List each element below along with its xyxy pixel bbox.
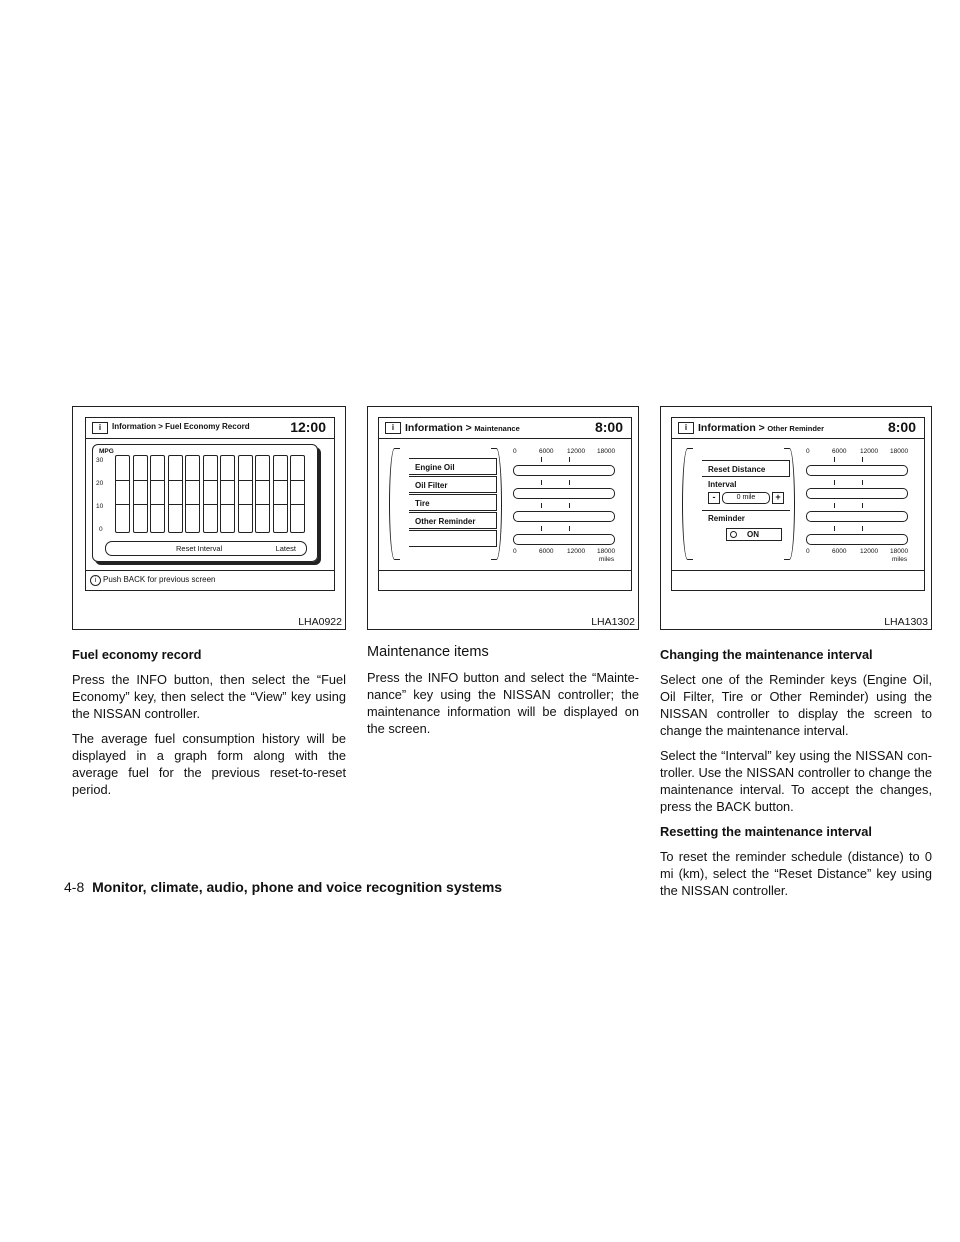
reset-bar[interactable]: [105, 541, 307, 556]
section-heading: Maintenance items: [367, 644, 489, 660]
unit-label: MPG: [99, 448, 114, 455]
section-heading: Fuel economy record: [72, 647, 202, 662]
bar-tick: [862, 457, 863, 462]
bar-tick: [569, 526, 570, 531]
bottom-bar: [379, 570, 631, 571]
interval-value: 0 mile: [722, 492, 770, 504]
history-bar: [290, 455, 305, 533]
bar-tick: [834, 457, 835, 462]
clock: 8:00: [887, 419, 916, 435]
on-label: ON: [747, 530, 759, 539]
y-tick: 10: [96, 503, 104, 510]
paragraph: Press the INFO button, then select the “Fuel Economy” key, then select the “View” key using the NISSAN controller.: [72, 672, 346, 721]
bar-tick: [862, 480, 863, 485]
scroll-arc-left[interactable]: [682, 448, 693, 560]
bar-tick: [569, 457, 570, 462]
y-tick: 20: [96, 480, 104, 487]
tire-bar: [513, 511, 615, 522]
history-bar: [255, 455, 270, 533]
back-hint: Push BACK for previous screen: [103, 575, 216, 584]
bar-tick: [834, 503, 835, 508]
page-footer: [64, 879, 502, 895]
history-bar: [220, 455, 235, 533]
menu-tire[interactable]: Tire: [409, 494, 497, 511]
bar-tick: [541, 503, 542, 508]
column-fuel-economy: [72, 646, 346, 806]
reminder-bar: [806, 511, 908, 522]
info-circle-icon: i: [90, 575, 101, 586]
figure-fuel-economy: [72, 406, 346, 630]
bar-tick: [862, 503, 863, 508]
info-icon: i: [92, 422, 108, 434]
maintenance-screen: i Information > Maintenance 8:00 Engine Oil Oil Filter Tire Other Reminder 0 6000 12000 18000 0 6000 12000 18000 miles: [378, 417, 632, 591]
menu-oil-filter[interactable]: Oil Filter: [409, 476, 497, 493]
clock: 8:00: [594, 419, 623, 435]
bar-tick: [541, 457, 542, 462]
fuel-economy-screen: [85, 417, 335, 591]
interval-stepper[interactable]: [708, 492, 784, 504]
reset-distance-button[interactable]: Reset Distance: [702, 460, 790, 477]
chapter-title: Monitor, climate, audio, phone and voice recognition systems: [92, 879, 503, 895]
divider: [702, 510, 790, 511]
breadcrumb: Information > Other Reminder: [698, 422, 824, 434]
column-interval: [660, 646, 932, 907]
history-bar: [168, 455, 183, 533]
reminder-bar: [806, 534, 908, 545]
latest-label: Latest: [275, 544, 296, 553]
engine-oil-bar: [513, 465, 615, 476]
bar-tick: [569, 480, 570, 485]
reminder-label: Reminder: [708, 514, 745, 523]
oil-filter-bar: [513, 488, 615, 499]
breadcrumb: Information > Maintenance: [405, 422, 520, 434]
paragraph: Select the “Interval” key using the NISSAN con-troller. Use the NISSAN controller to change the maintenance interval. To accept the changes, press the BACK button.: [660, 748, 932, 814]
breadcrumb: Information > Fuel Economy Record: [112, 422, 250, 431]
reminder-bar: [806, 488, 908, 499]
history-bar: [238, 455, 253, 533]
screen-header: [379, 418, 631, 439]
info-icon: i: [678, 422, 694, 434]
other-reminder-screen: i Information > Other Reminder 8:00 Reset Distance Interval - 0 mile + Reminder ON 0 6000 12000 18000 0 6000 12000 18000 miles: [671, 417, 925, 591]
paragraph: Select one of the Reminder keys (Engine Oil, Oil Filter, Tire or Other Reminder) using the NISSAN controller to display the screen to change the maintenance interval.: [660, 672, 932, 738]
bar-tick: [541, 526, 542, 531]
menu-engine-oil[interactable]: Engine Oil: [409, 458, 497, 475]
figure-caption: LHA1303: [884, 616, 928, 628]
figure-caption: LHA0922: [298, 616, 342, 628]
clock: 12:00: [290, 419, 326, 435]
page-number: 4-8: [64, 879, 85, 895]
menu-empty: [409, 530, 497, 547]
y-tick: 0: [99, 526, 103, 533]
paragraph: The average fuel consumption history will be displayed in a graph form along with the average fuel for the previous reset-to-reset period.: [72, 731, 346, 797]
figure-caption: LHA1302: [591, 616, 635, 628]
graph-area: [92, 444, 318, 562]
reminder-bar: [806, 465, 908, 476]
radio-indicator-icon: [730, 531, 737, 538]
column-maintenance: [367, 642, 639, 745]
info-icon: i: [385, 422, 401, 434]
history-bar: [273, 455, 288, 533]
bar-tick: [862, 526, 863, 531]
menu-other-reminder[interactable]: Other Reminder: [409, 512, 497, 529]
scroll-arc-left[interactable]: [389, 448, 400, 560]
history-bar: [115, 455, 130, 533]
other-reminder-bar: [513, 534, 615, 545]
paragraph: To reset the reminder schedule (distance) to 0 mi (km), select the “Reset Distance” key using the NISSAN controller.: [660, 849, 932, 898]
interval-label: Interval: [708, 480, 737, 489]
figure-other-reminder: [660, 406, 932, 630]
bottom-bar: [672, 570, 924, 571]
history-bar: [185, 455, 200, 533]
bar-tick: [834, 526, 835, 531]
bar-tick: [569, 503, 570, 508]
minus-button[interactable]: -: [708, 492, 720, 504]
plus-button[interactable]: +: [772, 492, 784, 504]
history-bar: [203, 455, 218, 533]
section-heading: Resetting the maintenance interval: [660, 824, 872, 839]
y-tick: 30: [96, 457, 104, 464]
reset-interval-label: Reset Interval: [176, 544, 223, 553]
history-bar: [133, 455, 148, 533]
reminder-toggle[interactable]: [726, 528, 782, 541]
bar-tick: [541, 480, 542, 485]
paragraph: Press the INFO button and select the “Mainte-nance” key using the NISSAN controller; the maintenance information will be displayed on the screen.: [367, 670, 639, 736]
back-hint-bar: [86, 570, 334, 591]
bar-tick: [834, 480, 835, 485]
screen-header: [672, 418, 924, 439]
screen-header: [86, 418, 334, 439]
figure-maintenance: [367, 406, 639, 630]
section-heading: Changing the maintenance interval: [660, 647, 873, 662]
history-bar: [150, 455, 165, 533]
